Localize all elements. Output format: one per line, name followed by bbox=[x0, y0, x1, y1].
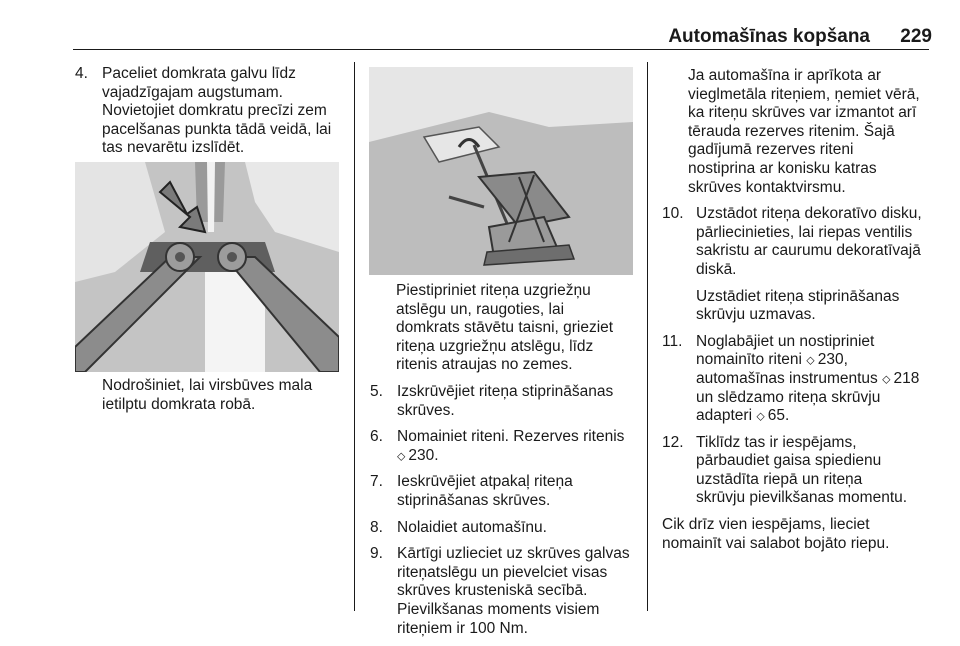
step-text-line bbox=[696, 407, 942, 426]
column-divider-1 bbox=[354, 62, 355, 611]
text-line: nostiprina ar konisku katras bbox=[688, 159, 877, 177]
figure-caption-line: Nodrošiniet, lai virsbūves mala bbox=[102, 377, 313, 394]
text-line: skrūves kontaktvirsmu. bbox=[688, 178, 846, 196]
page-ref-text: 230. bbox=[408, 446, 439, 464]
step-text-line: Izskrūvējiet riteņa stiprināšanas bbox=[397, 382, 614, 400]
step-text-line: Paceliet domkrata galvu līdz bbox=[102, 65, 296, 82]
step-9 bbox=[370, 545, 646, 638]
step-text-line: tas nevarētu izslīdēt. bbox=[102, 139, 245, 157]
step-number: 12. bbox=[662, 433, 684, 451]
step-text-line: Kārtīgi uzlieciet uz skrūves galvas bbox=[397, 545, 630, 563]
page-reference[interactable] bbox=[806, 351, 848, 368]
step-text-line: skrūvju uzmavas. bbox=[696, 306, 816, 324]
text-line: nomainīt vai salabot bojāto riepu. bbox=[662, 534, 890, 552]
step-5 bbox=[370, 383, 646, 420]
page-reference[interactable] bbox=[397, 447, 646, 466]
page-header-title: Automašīnas kopšana bbox=[668, 26, 870, 47]
step-text-line: pacelšanas punkta tādā veidā, lai bbox=[102, 120, 332, 138]
step-8 bbox=[370, 519, 646, 538]
figure-caption-line: ritenis atraujas no zemes. bbox=[396, 356, 573, 374]
step-number: 7. bbox=[370, 473, 383, 491]
step-text-line: Novietojiet domkratu precīzi zem bbox=[102, 102, 327, 120]
step-10 bbox=[662, 205, 942, 279]
step-text-line: Nolaidiet automašīnu. bbox=[397, 518, 547, 536]
page-ref-arrow-icon bbox=[882, 370, 893, 387]
step-text-line: diskā. bbox=[696, 260, 737, 278]
column-1-caption bbox=[102, 377, 342, 414]
column-3 bbox=[662, 67, 942, 561]
page-ref-arrow-icon bbox=[806, 351, 817, 368]
step-text-line: sakristu ar caurumu dekoratīvajā bbox=[696, 242, 921, 260]
page-ref-text: 230, bbox=[817, 351, 848, 369]
step-text: automašīnas instrumentus bbox=[696, 369, 878, 387]
step-number: 11. bbox=[662, 332, 683, 350]
page-ref-text: 218 bbox=[893, 369, 920, 387]
step-text-line: vajadzīgajam augstumam. bbox=[102, 83, 283, 101]
step-text-line: Ieskrūvējiet atpakaļ riteņa bbox=[397, 473, 573, 491]
step-text-line: skrūvju pievilkšanas momentu. bbox=[696, 489, 908, 507]
page-ref-arrow-icon bbox=[756, 407, 767, 424]
step-text-line: Tiklīdz tas ir iespējams, bbox=[696, 433, 857, 451]
step-7 bbox=[370, 473, 646, 510]
page-ref-arrow-icon bbox=[397, 447, 408, 464]
text-line: Ja automašīna ir aprīkota ar bbox=[688, 67, 881, 84]
text-line: vieglmetāla riteņiem, ņemiet vērā, bbox=[688, 85, 920, 103]
figure-caption bbox=[370, 282, 646, 375]
step-number: 10. bbox=[662, 205, 684, 223]
text-line: Cik drīz vien iespējams, lieciet bbox=[662, 516, 870, 534]
figure-caption-line: atslēgu un, raugoties, lai bbox=[396, 300, 565, 318]
jack-head-illustration bbox=[75, 162, 339, 372]
page-ref-text: 65. bbox=[767, 407, 790, 425]
header-rule bbox=[73, 49, 929, 50]
figure-caption-line: riteņa uzgriežņu atslēgu, līdz bbox=[396, 337, 594, 355]
step-text-line: Uzstādot riteņa dekoratīvo disku, bbox=[696, 205, 922, 223]
text-line: tērauda rezerves ritenim. Šajā bbox=[688, 122, 895, 140]
jack-head-figure bbox=[75, 162, 339, 372]
step-text-line: uzstādīta riepā un riteņa bbox=[696, 470, 863, 488]
step-number: 5. bbox=[370, 382, 383, 400]
step-text-line: pārliecinieties, lai riepas ventilis bbox=[696, 223, 913, 241]
step-text-line: Uzstādiet riteņa stiprināšanas bbox=[696, 287, 900, 305]
step-12 bbox=[662, 434, 942, 508]
step-6 bbox=[370, 428, 646, 465]
step-text-line: un slēdzamo riteņa skrūvju bbox=[696, 388, 881, 406]
step-10-continuation bbox=[662, 288, 942, 325]
step-text-line: Nomainiet riteni. Rezerves ritenis bbox=[397, 428, 625, 446]
step-number: 4. bbox=[75, 65, 88, 82]
text-line: gadījumā rezerves riteni bbox=[688, 141, 854, 159]
step-text: adapteri bbox=[696, 407, 753, 425]
column-divider-2 bbox=[647, 62, 648, 611]
page-reference[interactable] bbox=[882, 370, 919, 387]
step-text-line: Noglabājiet un nostipriniet bbox=[696, 332, 875, 350]
step-text-line bbox=[696, 351, 942, 370]
figure-caption-line: ietilptu domkrata robā. bbox=[102, 395, 256, 413]
scissor-jack-figure bbox=[369, 67, 633, 275]
page-number: 229 bbox=[900, 26, 932, 47]
step-number: 6. bbox=[370, 428, 383, 446]
figure-caption-line: domkrats stāvētu taisni, grieziet bbox=[396, 319, 614, 337]
step-text-line: riteņiem ir 100 Nm. bbox=[397, 619, 528, 637]
step-text-line: skrūves krusteniskā secībā. bbox=[397, 582, 588, 600]
step-text-line: skrūves. bbox=[397, 401, 455, 419]
outro-paragraph bbox=[662, 516, 942, 553]
intro-paragraph bbox=[662, 67, 942, 197]
step-text: nomainīto riteni bbox=[696, 351, 802, 369]
scissor-jack-illustration bbox=[369, 67, 633, 275]
figure-caption-line: Piestipriniet riteņa uzgriežņu bbox=[396, 282, 591, 299]
step-text-line: Pievilkšanas moments visiem bbox=[397, 600, 600, 618]
page-reference[interactable] bbox=[756, 407, 789, 424]
step-text-line: stiprināšanas skrūves. bbox=[397, 491, 551, 509]
step-text-line: pārbaudiet gaisa spiedienu bbox=[696, 452, 882, 470]
step-4 bbox=[75, 65, 345, 158]
text-line: ka riteņu skrūves var izmantot arī bbox=[688, 104, 917, 122]
step-text-line: riteņatslēgu un pievelciet visas bbox=[397, 563, 608, 581]
column-1 bbox=[75, 65, 345, 166]
step-number: 9. bbox=[370, 545, 383, 563]
step-number: 8. bbox=[370, 518, 383, 536]
step-text-line bbox=[696, 370, 942, 389]
step-11 bbox=[662, 333, 942, 426]
column-2 bbox=[370, 282, 646, 646]
